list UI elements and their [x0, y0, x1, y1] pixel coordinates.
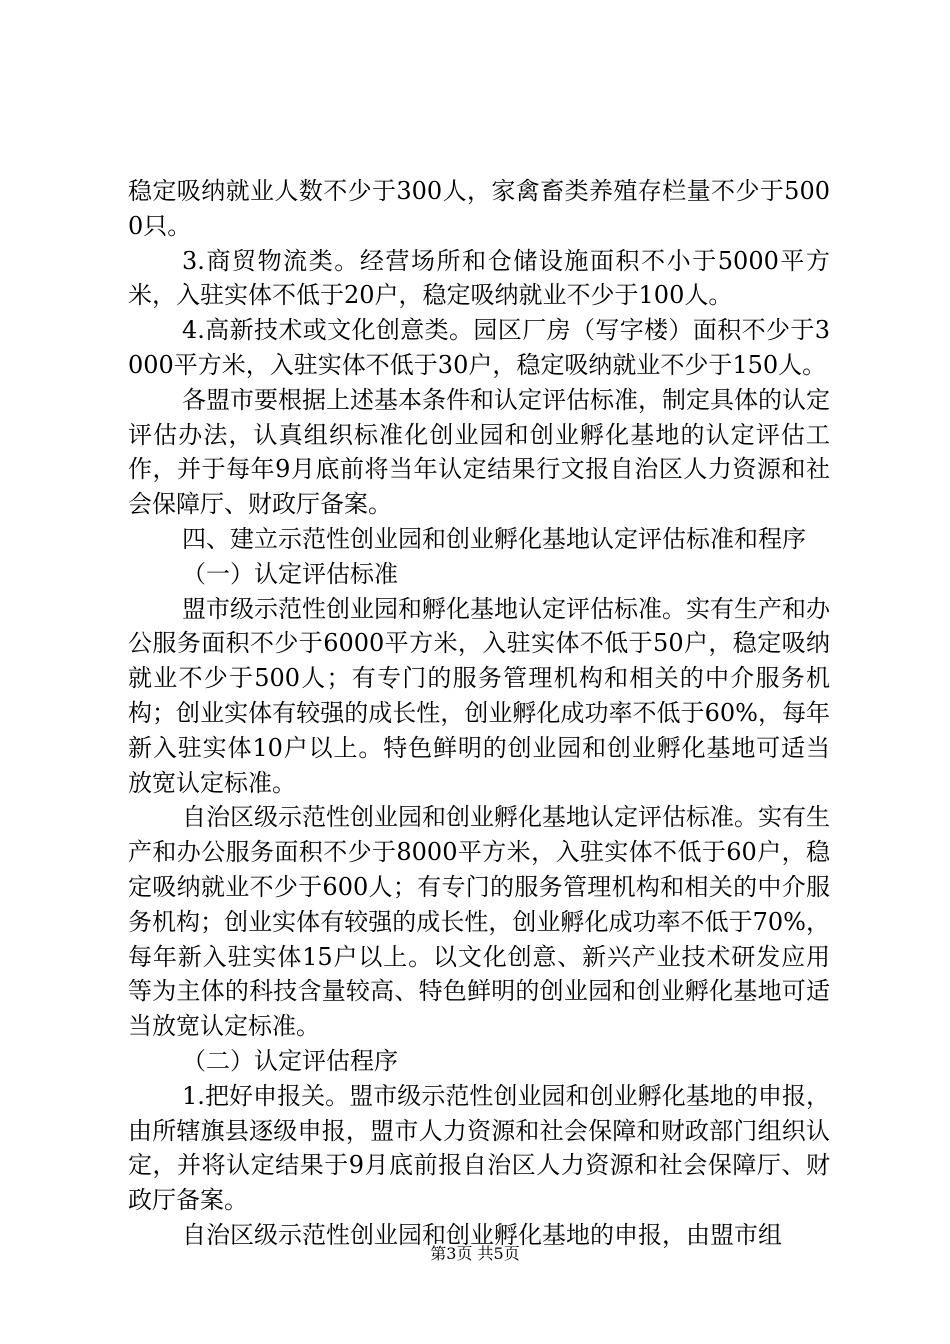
section-heading: 四、建立示范性创业园和创业孵化基地认定评估标准和程序: [182, 524, 806, 553]
page-footer: 第3页 共5页: [430, 1244, 520, 1263]
subsection-heading: （一）认定评估标准: [182, 559, 398, 588]
paragraph: 3.商贸物流类。经营场所和仓储设施面积不小于5000平方米，入驻实体不低于20户，稳定吸纳就业不少于100人。: [128, 246, 830, 310]
paragraph: 自治区级示范性创业园和创业孵化基地认定评估标准。实有生产和办公服务面积不少于8000平方米，入驻实体不低于60户，稳定吸纳就业不少于600人；有专门的服务管理机构和相关的中介服务机构；创业实体有较强的成长性，创业孵化成功率不低于70%，每年新入驻实体15户以上。以文化创意、新兴产业技术研发应用等为主体的科技含量较高、特色鲜明的创业园和创业孵化基地可适当放宽认定标准。: [128, 803, 830, 1041]
paragraph: 自治区级示范性创业园和创业孵化基地的申报，由盟市组: [182, 1220, 782, 1249]
paragraph: 1.把好申报关。盟市级示范性创业园和创业孵化基地的申报，由所辖旗县逐级申报，盟市人力资源和社会保障和财政部门组织认定，并将认定结果于9月底前报自治区人力资源和社会保障厅、财政厅备案。: [128, 1081, 830, 1215]
document-body: [128, 174, 830, 1253]
paragraph: 4.高新技术或文化创意类。园区厂房（写字楼）面积不少于3000平方米，入驻实体不低于30户，稳定吸纳就业不少于150人。: [128, 316, 830, 379]
paragraph: 盟市级示范性创业园和孵化基地认定评估标准。实有生产和办公服务面积不少于6000平方米，入驻实体不低于50户，稳定吸纳就业不少于500人；有专门的服务管理机构和相关的中介服务机构；创业实体有较强的成长性，创业孵化成功率不低于60%，每年新入驻实体10户以上。特色鲜明的创业园和创业孵化基地可适当放宽认定标准。: [128, 594, 830, 797]
subsection-heading: （二）认定评估程序: [182, 1046, 398, 1075]
paragraph: 各盟市要根据上述基本条件和认定评估标准，制定具体的认定评估办法，认真组织标准化创业园和创业孵化基地的认定评估工作，并于每年9月底前将当年认定结果行文报自治区人力资源和社会保障厅、财政厅备案。: [128, 385, 830, 519]
paragraph: 稳定吸纳就业人数不少于300人，家禽畜类养殖存栏量不少于5000只。: [128, 177, 830, 240]
